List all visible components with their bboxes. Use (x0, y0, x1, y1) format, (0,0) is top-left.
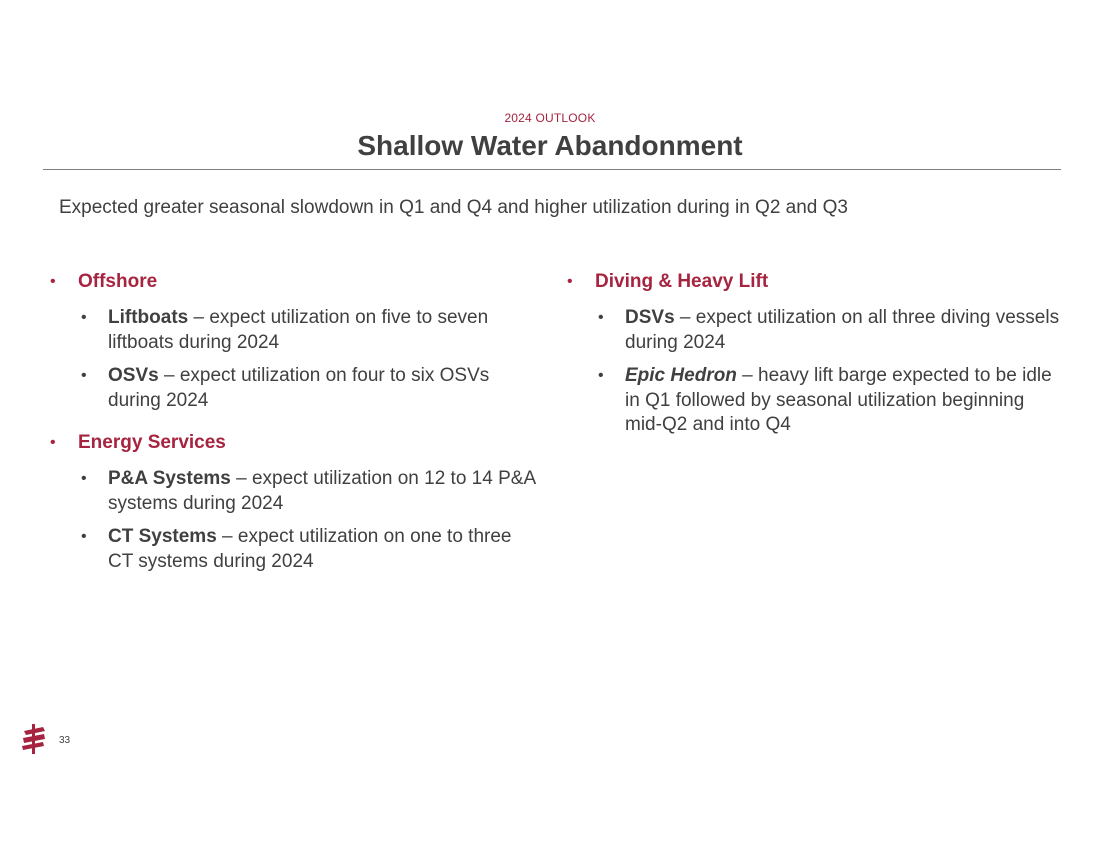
bullet: • (567, 273, 573, 290)
page-number: 33 (59, 735, 71, 746)
right-column (565, 270, 1065, 456)
slide-kicker: 2024 OUTLOOK (504, 111, 596, 125)
slide-subtitle: Expected greater seasonal slowdown in Q1 and Q4 and higher utilization during in Q2 and Q3 (59, 197, 848, 218)
list-item (78, 525, 538, 574)
section-heading: Diving & Heavy Lift (595, 271, 769, 292)
item-label: Liftboats (108, 307, 189, 328)
bullet: • (598, 309, 604, 326)
item-text: – heavy lift barge expected to be idle in Q1 followed by seasonal utilization beginning mid-Q2 and into Q4 (625, 365, 1052, 435)
item-text: – expect utilization on five to seven liftboats during 2024 (108, 307, 489, 353)
list-item (78, 364, 538, 413)
list-item (78, 467, 538, 516)
section-heading: Offshore (78, 271, 158, 292)
item-text: – expect utilization on all three diving vessels during 2024 (625, 307, 1060, 353)
list-item (78, 306, 538, 355)
title-divider (43, 169, 1061, 170)
bullet: • (81, 367, 87, 384)
item-label: DSVs (625, 307, 675, 328)
bullet: • (598, 367, 604, 384)
bullet: • (50, 434, 56, 451)
section-heading: Energy Services (78, 432, 226, 453)
item-text: – expect utilization on one to three CT systems during 2024 (108, 526, 512, 572)
item-label: OSVs (108, 365, 159, 386)
item-text: – expect utilization on four to six OSVs during 2024 (108, 365, 490, 411)
section-energy-services (48, 431, 538, 574)
list-item (595, 306, 1065, 355)
item-label: Epic Hedron (625, 365, 737, 386)
slide-title: Shallow Water Abandonment (357, 130, 743, 161)
bullet: • (81, 309, 87, 326)
section-diving-heavy-lift (565, 270, 1065, 438)
item-label: CT Systems (108, 526, 217, 547)
section-offshore (48, 270, 538, 413)
bullet: • (50, 273, 56, 290)
list-item (595, 364, 1065, 438)
left-column (48, 270, 538, 592)
item-label: P&A Systems (108, 468, 231, 489)
item-text: – expect utilization on 12 to 14 P&A systems during 2024 (108, 468, 536, 514)
bullet: • (81, 470, 87, 487)
bullet: • (81, 528, 87, 545)
company-logo-icon (21, 724, 47, 754)
